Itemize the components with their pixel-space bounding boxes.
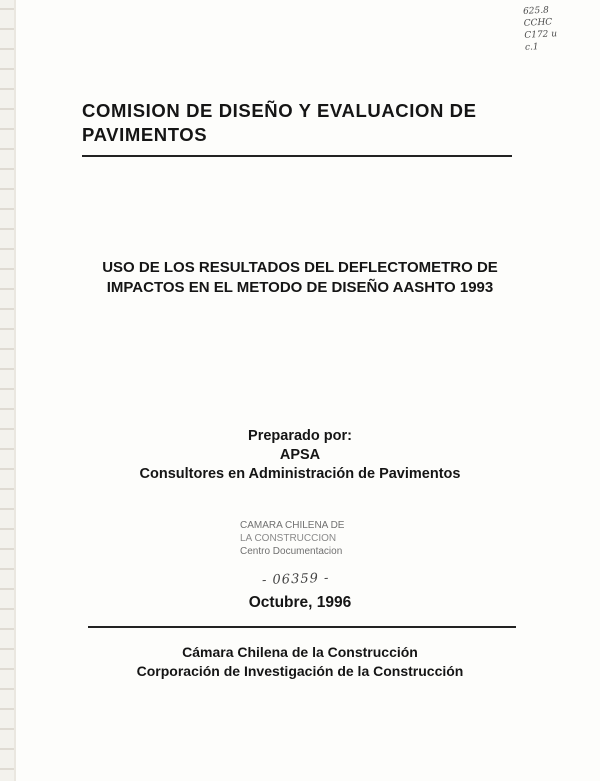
prepared-by-block xyxy=(100,427,500,484)
prepared-org: APSA xyxy=(279,447,321,463)
publisher-line: Corporación de Investigación de la Construcción xyxy=(136,663,464,679)
stamp-line: LA CONSTRUCCION xyxy=(240,533,337,544)
publisher-line: Cámara Chilena de la Construcción xyxy=(182,644,418,660)
binding-edge xyxy=(0,0,16,781)
catalog-line: CCHC xyxy=(523,17,553,29)
catalog-line: c.1 xyxy=(524,42,539,53)
prepared-label: Preparado por: xyxy=(248,428,352,444)
catalog-note xyxy=(523,2,597,54)
catalog-line: C172 u xyxy=(524,29,558,41)
stamp-line: Centro Documentacion xyxy=(240,546,343,557)
library-stamp xyxy=(240,519,380,558)
prepared-org-full: Consultores en Administración de Pavimentos xyxy=(139,466,461,482)
bottom-rule xyxy=(88,626,516,628)
publication-date: Octubre, 1996 xyxy=(248,594,352,611)
commission-title: COMISION DE DISEÑO Y EVALUACION DE PAVIMENTOS xyxy=(82,100,477,145)
publisher-footer xyxy=(80,643,520,681)
document-title: USO DE LOS RESULTADOS DEL DEFLECTOMETRO DE IMPACTOS EN EL METODO DE DISEÑO AASHTO 1993 xyxy=(102,259,498,296)
top-rule xyxy=(82,155,512,157)
stamp-line: CAMARA CHILENA DE xyxy=(240,520,345,531)
document-number: - 06359 - xyxy=(261,570,330,589)
catalog-line: 625.8 xyxy=(522,5,550,17)
